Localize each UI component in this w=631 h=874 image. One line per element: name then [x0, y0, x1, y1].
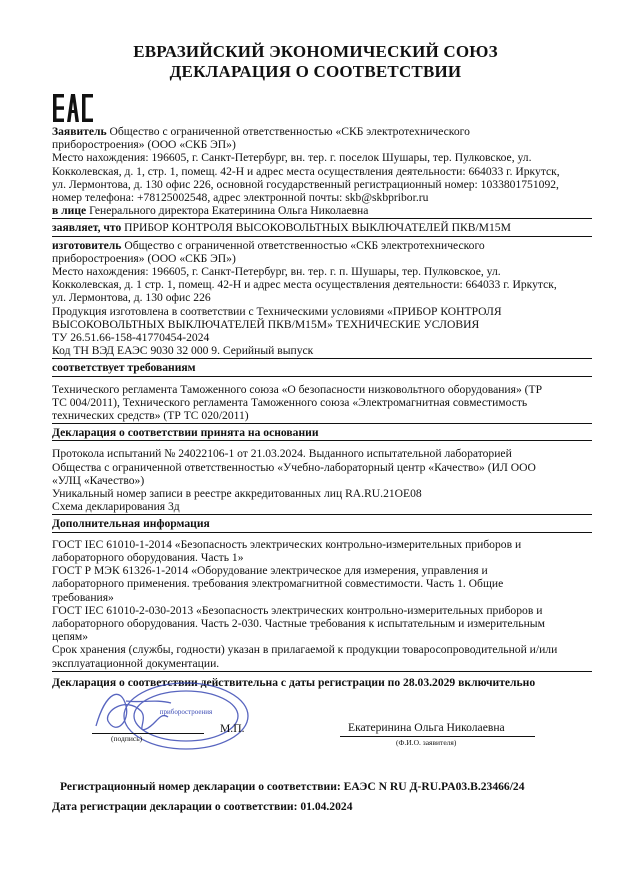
registration-number: Регистрационный номер декларации о соответствии: ЕАЭС N RU Д-RU.PA03.B.23466/24 — [60, 780, 525, 793]
additional-text-9: Срок хранения (службы, годности) указан в прилагаемой к продукции товаросопроводительной и/или — [52, 643, 558, 657]
complies-text-1: Технического регламента Таможенного союза «О безопасности низковольтного оборудования» (ТР — [52, 382, 543, 396]
additional-label: Дополнительная информация — [52, 517, 210, 531]
person-label: в лице — [52, 204, 87, 218]
basis-label: Декларация о соответствии принята на основании — [52, 426, 319, 440]
signature-line — [92, 733, 204, 734]
additional-text-7: лабораторного оборудования. Часть 2-030. Частные требования к испытательным и измерительным — [52, 616, 545, 630]
registration-date: Дата регистрации декларации о соответствии: 01.04.2024 — [52, 800, 353, 813]
eac-logo-icon — [53, 94, 97, 122]
additional-text-6: ГОСТ IEC 61010-2-030-2013 «Безопасность электрических контрольно-измерительных приборов и — [52, 603, 543, 617]
declares-label: заявляет, что — [52, 221, 122, 235]
complies-text-2: ТС 004/2011), Технического регламента Таможенного союза «Электромагнитная совместимость — [52, 395, 528, 409]
complies-label-row — [52, 361, 592, 376]
basis-text-1: Протокола испытаний № 24022106-1 от 21.03.2024. Выданного испытательной лабораторией — [52, 447, 512, 461]
scheme-row — [52, 500, 592, 515]
applicant-address-3: ул. Лермонтова, д. 130 офис 226, основной государственный регистрационный номер: 1033801751092, — [52, 177, 559, 191]
basis-label-row — [52, 426, 592, 441]
signer-line — [340, 736, 535, 737]
manufacturer-name-cont: приборостроения» (ООО «СКБ ЭП») — [52, 251, 236, 265]
manufacturer-address-2: Кокколевская, д. 1 стр. 1, помещ. 42-Н и адрес места осуществления деятельности: 664033 г. Иркутск, — [52, 278, 557, 292]
complies-text-3: технических средств» (ТР ТС 020/2011) — [52, 409, 249, 423]
product-spec-3: ТУ 26.51.66-158-41770454-2024 — [52, 331, 210, 345]
union-title: ЕВРАЗИЙСКИЙ ЭКОНОМИЧЕСКИЙ СОЮЗ — [133, 42, 498, 61]
additional-text-8: цепям» — [52, 630, 89, 644]
code-section — [52, 344, 592, 359]
additional-text-10: эксплуатационной документации. — [52, 656, 220, 670]
declaration-title: ДЕКЛАРАЦИЯ О СООТВЕТСТВИИ — [169, 62, 462, 81]
additional-text-3: ГОСТ Р МЭК 61326-1-2014 «Оборудование электрическое для измерения, управления и — [52, 564, 488, 578]
basis-text-2: Общества с ограниченной ответственностью «Учебно-лабораторный центр «Качество» (ИЛ ООО — [52, 460, 536, 474]
signature-caption: (подпись) — [111, 734, 143, 743]
person-name: Генерального директора Екатеринина Ольга Николаевна — [86, 204, 369, 218]
validity-text: Декларация о соответствии действительна с даты регистрации по 28.03.2029 включительно — [52, 675, 536, 689]
manufacturer-address-1: Место нахождения: 196605, г. Санкт-Петербург, вн. тер. г. п. Шушары, тер. Пулковское, ул. — [52, 265, 501, 279]
signer-name: Екатеринина Ольга Николаевна — [348, 721, 505, 734]
declares-section — [52, 221, 592, 236]
manufacturer-address-3: ул. Лермонтова, д. 130 офис 226 — [52, 291, 211, 305]
basis-text-3: «УЛЦ «Качество») — [52, 473, 145, 487]
applicant-name: Общество с ограниченной ответственностью «СКБ электротехнического — [106, 125, 470, 138]
tn-ved-code: Код ТН ВЭД ЕАЭС 9030 32 000 9. Серийный выпуск — [52, 344, 314, 358]
additional-section — [52, 535, 592, 672]
declaration-body — [52, 125, 592, 689]
product-spec-2: ВЫСОКОВОЛЬТНЫХ ВЫКЛЮЧАТЕЛЕЙ ПКВ/М15М» ТЕХНИЧЕСКИЕ УСЛОВИЯ — [52, 317, 480, 331]
additional-text-2: лабораторного оборудования. Часть 1» — [52, 550, 244, 564]
declaration-scheme: Схема декларирования 3д — [52, 500, 180, 514]
signer-caption: (Ф.И.О. заявителя) — [396, 738, 457, 747]
applicant-name-cont: приборостроения» (ООО «СКБ ЭП») — [52, 138, 236, 152]
applicant-address-1: Место нахождения: 196605, г. Санкт-Петербург, вн. тер. г. поселок Шушары, тер. Пулковское, ул. — [52, 151, 532, 165]
basis-section — [52, 443, 592, 500]
applicant-label: Заявитель — [52, 125, 107, 138]
additional-text-4: лабораторного применения. требования электромагнитной совместимости. Часть 1. Общие — [52, 577, 504, 591]
complies-section — [52, 379, 592, 425]
additional-text-5: требования» — [52, 590, 114, 604]
product-name: ПРИБОР КОНТРОЛЯ ВЫСОКОВОЛЬТНЫХ ВЫКЛЮЧАТЕЛЕЙ ПКВ/М15М — [121, 221, 511, 235]
manufacturer-section — [52, 239, 592, 345]
stamp-text: приборостроения — [159, 708, 213, 716]
applicant-address-2: Кокколевская, д. 1, стр. 1, помещ. 42-Н и адрес места осуществления деятельности: 664033 г. Иркутск, — [52, 164, 560, 178]
additional-label-row — [52, 517, 592, 532]
product-spec-1: Продукция изготовлена в соответствии с Техническими условиями «ПРИБОР КОНТРОЛЯ — [52, 304, 502, 318]
mp-label: М.П. — [220, 722, 245, 735]
basis-text-4: Уникальный номер записи в реестре аккредитованных лиц RA.RU.21OE08 — [52, 487, 422, 501]
manufacturer-name: Общество с ограниченной ответственностью «СКБ электротехнического — [121, 238, 485, 252]
complies-label: соответствует требованиям — [52, 361, 196, 375]
manufacturer-label: изготовитель — [52, 238, 122, 252]
applicant-contacts: номер телефона: +78125002548, адрес электронной почты: skb@skbpribor.ru — [52, 191, 429, 205]
additional-text-1: ГОСТ IEC 61010-1-2014 «Безопасность электрических контрольно-измерительных приборов и — [52, 537, 522, 551]
applicant-section — [52, 125, 592, 219]
